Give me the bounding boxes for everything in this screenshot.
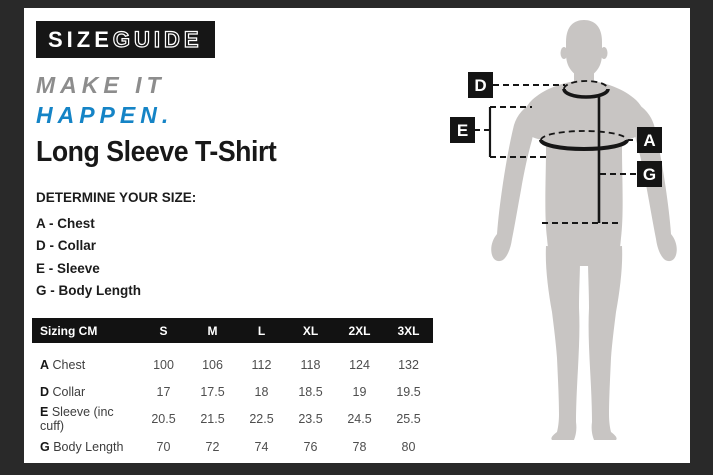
measurement-key-list (36, 213, 141, 303)
col-header-3xl: 3XL (384, 318, 433, 343)
label-chest: A (643, 131, 656, 150)
size-guide-page (24, 8, 690, 463)
cell-value: 21.5 (200, 412, 225, 426)
cell-value: 112 (251, 357, 272, 372)
brand-logo (36, 21, 215, 58)
row-letter: A (40, 357, 50, 372)
cell-value: 24.5 (347, 412, 372, 426)
cell-value: 20.5 (151, 412, 176, 426)
col-header-sizing-cm: Sizing CM (32, 318, 139, 343)
row-label: Body Length (53, 439, 124, 454)
cell-value: 19 (352, 384, 367, 399)
cell-value: 100 (153, 357, 174, 372)
cell-value: 80 (401, 439, 416, 454)
label-body-length: G (642, 165, 657, 184)
cell-value: 72 (205, 439, 220, 454)
size-table (32, 318, 433, 460)
col-header-xl: XL (286, 318, 335, 343)
cell-value: 124 (349, 357, 370, 372)
instructions-heading: DETERMINE YOUR SIZE: (36, 190, 197, 205)
cell-value: 17 (156, 384, 171, 399)
logo-text-size: SIZE (48, 26, 113, 52)
cell-value: 25.5 (396, 412, 421, 426)
cell-value: 118 (300, 357, 321, 372)
cell-value: 70 (156, 439, 171, 454)
tagline-line2: HAPPEN. (36, 102, 174, 128)
cell-value: 74 (254, 439, 269, 454)
measure-item-sleeve: E - Sleeve (36, 260, 100, 276)
row-letter: E (40, 405, 49, 419)
cell-value: 18.5 (298, 384, 323, 399)
measure-item-body-length: G - Body Length (36, 283, 141, 299)
tagline-line1: MAKE IT (36, 72, 166, 98)
row-letter: G (40, 439, 50, 454)
cell-value: 76 (303, 439, 318, 454)
row-label: Collar (52, 384, 86, 399)
measure-item-collar: D - Collar (36, 238, 97, 254)
cell-value: 17.5 (200, 384, 225, 399)
col-header-s: S (139, 318, 188, 343)
cell-value: 23.5 (298, 412, 323, 426)
cell-value: 22.5 (249, 412, 274, 426)
cell-value: 19.5 (396, 384, 421, 399)
row-label: Sleeve (inc cuff) (40, 405, 114, 433)
col-header-m: M (188, 318, 237, 343)
table-row-collar (32, 378, 433, 405)
row-label: Chest (52, 357, 86, 372)
cell-value: 106 (202, 357, 223, 372)
cell-value: 78 (352, 439, 367, 454)
table-row-chest (32, 343, 433, 378)
size-table-header (32, 318, 433, 343)
col-header-2xl: 2XL (335, 318, 384, 343)
human-silhouette (491, 20, 677, 440)
table-row-body-length (32, 433, 433, 460)
cell-value: 18 (254, 384, 269, 399)
logo-text-guide: GUIDE (112, 26, 203, 52)
label-collar: D (474, 76, 487, 95)
cell-value: 132 (398, 357, 419, 372)
col-header-l: L (237, 318, 286, 343)
row-letter: D (40, 384, 50, 399)
table-row-sleeve (32, 405, 433, 433)
body-measurement-diagram (444, 8, 690, 463)
measure-item-chest: A - Chest (36, 216, 95, 231)
product-title: Long Sleeve T-Shirt (36, 136, 277, 168)
label-sleeve: E (456, 121, 469, 140)
